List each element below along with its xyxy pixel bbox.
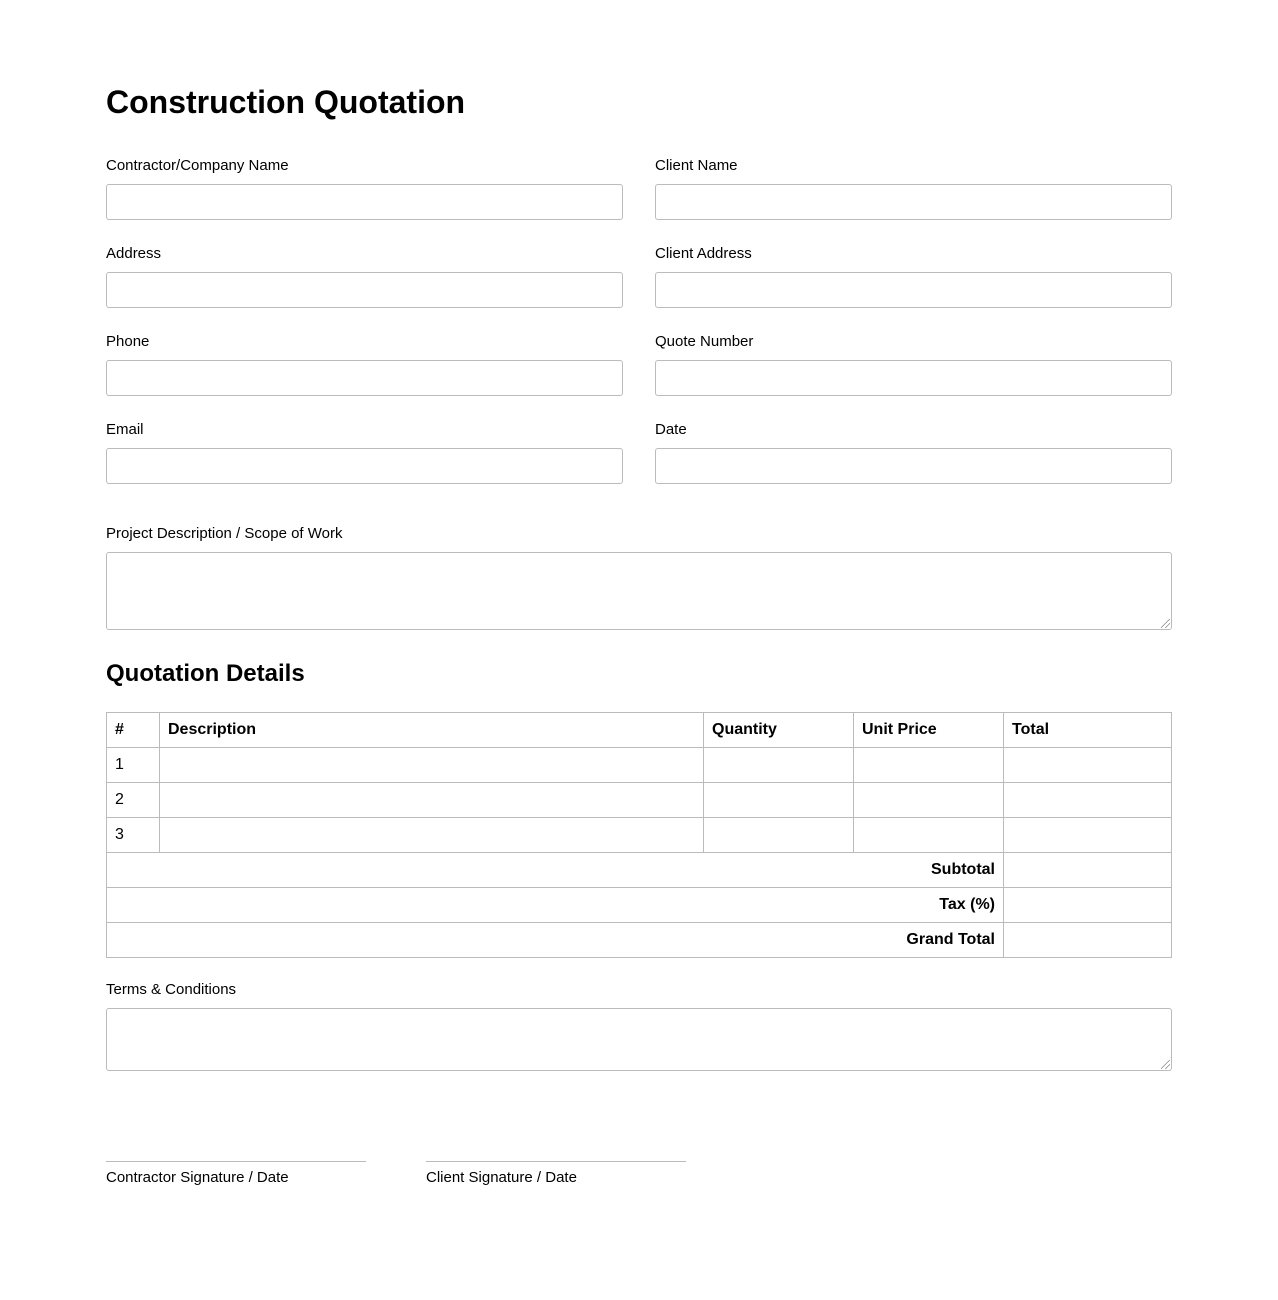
total-cell[interactable] (1004, 783, 1172, 818)
email-field (106, 420, 623, 440)
resize-handle-icon[interactable] (1161, 1060, 1170, 1069)
grand-total-value[interactable] (1004, 923, 1172, 958)
table-row (107, 818, 1172, 853)
column-header-unit-price: Unit Price (854, 713, 1004, 748)
email-label: Email (106, 421, 144, 438)
table-row (107, 783, 1172, 818)
terms-textarea[interactable] (106, 1008, 1172, 1071)
date-label: Date (655, 421, 687, 438)
unit-price-cell[interactable] (854, 748, 1004, 783)
tax-value[interactable] (1004, 888, 1172, 923)
client-name-label: Client Name (655, 157, 738, 174)
unit-price-cell[interactable] (854, 783, 1004, 818)
quote-number-field (655, 332, 1172, 352)
description-cell[interactable] (160, 818, 704, 853)
date-field (655, 420, 1172, 440)
terms-field (106, 980, 1172, 1000)
client-signature-line (426, 1161, 686, 1188)
column-header-quantity: Quantity (704, 713, 854, 748)
project-description-textarea[interactable] (106, 552, 1172, 630)
contractor-signature-line (106, 1161, 366, 1188)
total-cell[interactable] (1004, 818, 1172, 853)
resize-handle-icon[interactable] (1161, 619, 1170, 628)
table-row (107, 748, 1172, 783)
grand-total-row (107, 923, 1172, 958)
column-header-total: Total (1004, 713, 1172, 748)
terms-label: Terms & Conditions (106, 981, 237, 998)
contractor-signature-label: Contractor Signature / Date (106, 1169, 289, 1186)
contractor-name-input[interactable] (106, 184, 623, 220)
subtotal-row (107, 853, 1172, 888)
client-name-field (655, 156, 1172, 176)
address-label: Address (106, 245, 162, 262)
address-field (106, 244, 623, 264)
phone-input[interactable] (106, 360, 623, 396)
page-title: Construction Quotation (106, 84, 466, 120)
unit-price-cell[interactable] (854, 818, 1004, 853)
client-address-label: Client Address (655, 245, 752, 262)
grand-total-label: Grand Total (107, 923, 1004, 958)
tax-label: Tax (%) (107, 888, 1004, 923)
column-header-num: # (107, 713, 160, 748)
column-header-description: Description (160, 713, 704, 748)
subtotal-label: Subtotal (107, 853, 1004, 888)
phone-field (106, 332, 623, 352)
quantity-cell[interactable] (704, 748, 854, 783)
description-cell[interactable] (160, 748, 704, 783)
subtotal-value[interactable] (1004, 853, 1172, 888)
row-number: 3 (107, 818, 160, 853)
quantity-cell[interactable] (704, 783, 854, 818)
date-input[interactable] (655, 448, 1172, 484)
email-input[interactable] (106, 448, 623, 484)
row-number: 2 (107, 783, 160, 818)
table-header-row (107, 713, 1172, 748)
total-cell[interactable] (1004, 748, 1172, 783)
tax-row (107, 888, 1172, 923)
client-address-field (655, 244, 1172, 264)
project-description-label: Project Description / Scope of Work (106, 525, 343, 542)
client-address-input[interactable] (655, 272, 1172, 308)
contractor-name-label: Contractor/Company Name (106, 157, 289, 174)
quotation-table (106, 712, 1172, 958)
contractor-name-field (106, 156, 623, 176)
quotation-details-heading: Quotation Details (106, 660, 305, 687)
phone-label: Phone (106, 333, 150, 350)
quantity-cell[interactable] (704, 818, 854, 853)
description-cell[interactable] (160, 783, 704, 818)
client-signature-label: Client Signature / Date (426, 1169, 577, 1186)
project-description-field (106, 524, 1172, 544)
client-name-input[interactable] (655, 184, 1172, 220)
address-input[interactable] (106, 272, 623, 308)
quote-number-label: Quote Number (655, 333, 754, 350)
quote-number-input[interactable] (655, 360, 1172, 396)
row-number: 1 (107, 748, 160, 783)
